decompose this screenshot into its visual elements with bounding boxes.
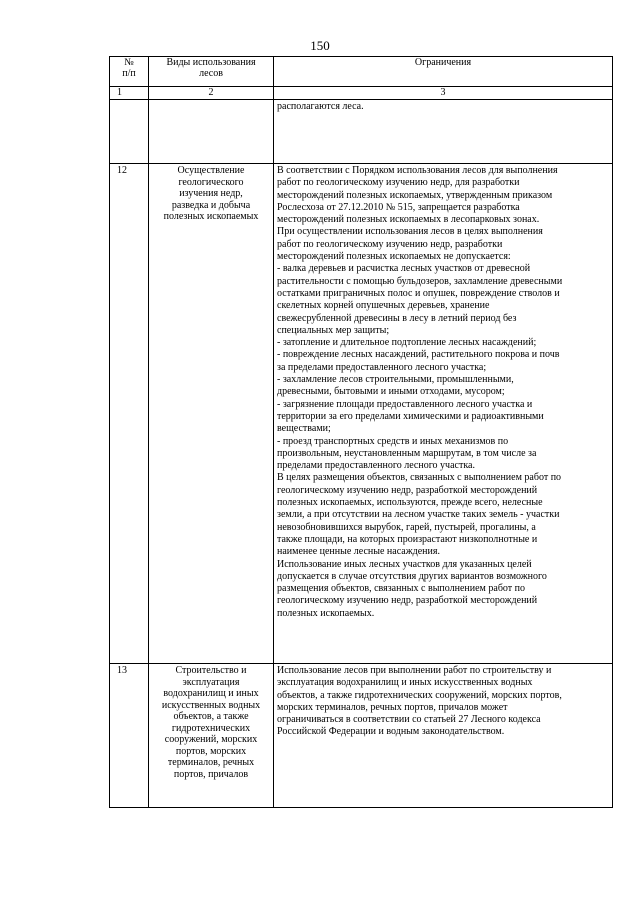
text-line: В целях размещения объектов, связанных с выполнением работ по (277, 472, 562, 484)
row-kind: Строительство и эксплуатация водохранилищ и иных искусственных водных объектов, а также гидротехнических сооружений, морских портов, морских терминалов, речных портов, причалов (149, 664, 274, 808)
text-line: полезных ископаемых. (277, 607, 375, 619)
text-line: При осуществлении использования лесов в целях выполнения (277, 226, 543, 238)
column-number-2: 2 (149, 87, 274, 100)
text-line: месторождений полезных ископаемых не допускается: (277, 251, 511, 263)
text-line: морских терминалов, речных портов, причалов может (277, 701, 508, 713)
text-line: геологическому изучению недр, разработкой месторождений (277, 595, 538, 607)
text-line: размещения объектов, связанных с выполнением работ по (277, 583, 525, 595)
text-line: невозобновившихся вырубок, гарей, пустырей, прогалины, а (277, 521, 536, 533)
text-line: земли, а при отсутствии на лесном участке таких земель - участки (277, 509, 560, 521)
column-number-3: 3 (274, 87, 613, 100)
header-restrictions: Ограничения (274, 57, 613, 87)
text-line: объектов, а также гидротехнических сооружений, морских портов, (277, 689, 562, 701)
page-number: 150 (310, 38, 330, 53)
text-line: скелетных корней опушечных деревьев, хранение (277, 300, 490, 312)
text-line: также площади, на которых произрастают низкополнотные и (277, 533, 538, 545)
text-line: работ по геологическому изучению недр, для разработки (277, 177, 520, 189)
table-row (110, 664, 613, 808)
text-line: произвольным, неустановленным маршрутам, в том числе за (277, 447, 537, 459)
text-line: - повреждение лесных насаждений, растительного покрова и почв (277, 349, 560, 361)
text-line: Российской Федерации и водным законодательством. (277, 726, 505, 738)
text-line: специальных мер защиты; (277, 324, 390, 336)
text-line: свежесрубленной древесины в лесу в летний период без (277, 312, 517, 324)
text-line: остатками приграничных полос и опушек, повреждение стволов и (277, 287, 560, 299)
row-number (110, 100, 149, 164)
text-line: месторождений полезных ископаемых, утвержденным приказом (277, 189, 553, 201)
text-line: - проезд транспортных средств и иных механизмов по (277, 435, 509, 447)
text-line: пределами предоставленного лесного участка. (277, 460, 475, 472)
row-number: 13 (110, 664, 149, 808)
text-line: - затопление и длительное подтопление лесных насаждений; (277, 337, 537, 349)
text-line: наименее ценные лесные насаждения. (277, 546, 440, 558)
row-restrictions (274, 164, 613, 664)
text-line: В соответствии с Порядком использования лесов для выполнения (277, 165, 558, 176)
text-line: Использование лесов при выполнении работ по строительству и (277, 665, 552, 676)
text-line: ограничиваться в соответствии со статьей 27 Лесного кодекса (277, 714, 541, 726)
row-number: 12 (110, 164, 149, 664)
text-line: месторождений полезных ископаемых в лесопарковых зонах. (277, 214, 540, 226)
text-line: за пределами предоставленного лесного участка; (277, 361, 487, 373)
text-line: - загрязнение площади предоставленного лесного участка и (277, 398, 533, 410)
table-header-row (110, 57, 613, 87)
text-line: полезных ископаемых, используются, прежде всего, нелесные (277, 497, 543, 509)
text-line: допускается в случае отсутствия других вариантов возможного (277, 570, 547, 582)
text-line: веществами; (277, 423, 331, 435)
text-line: геологическому изучению недр, разработкой месторождений (277, 484, 538, 496)
row-kind: Осуществление геологического изучения недр, разведка и добыча полезных ископаемых (149, 164, 274, 664)
text-line: территории за его пределами химическими и радиоактивными (277, 410, 544, 422)
text-line: древесными, бытовыми и иными отходами, мусором; (277, 386, 505, 398)
header-kinds: Виды использования лесов (149, 57, 274, 87)
text-line: растительности с помощью бульдозеров, захламление древесными (277, 275, 563, 287)
text-line: - захламление лесов строительными, промышленными, (277, 374, 514, 386)
text-line: работ по геологическому изучению недр, разработки (277, 238, 503, 250)
row-kind (149, 100, 274, 164)
restrictions-table (109, 56, 613, 808)
text-line: эксплуатация водохранилищ и иных искусственных водных (277, 677, 533, 689)
column-numbers-row (110, 87, 613, 100)
row-restrictions (274, 100, 613, 164)
text-line: Использование иных лесных участков для указанных целей (277, 558, 532, 570)
header-number: № п/п (110, 57, 149, 87)
text-line: располагаются леса. (277, 101, 364, 112)
text-line: - валка деревьев и расчистка лесных участков от древесной (277, 263, 531, 275)
column-number-1: 1 (110, 87, 149, 100)
table-row (110, 100, 613, 164)
table-row (110, 164, 613, 664)
row-restrictions (274, 664, 613, 808)
text-line: Рослесхоза от 27.12.2010 № 515, запрещается разработка (277, 201, 520, 213)
